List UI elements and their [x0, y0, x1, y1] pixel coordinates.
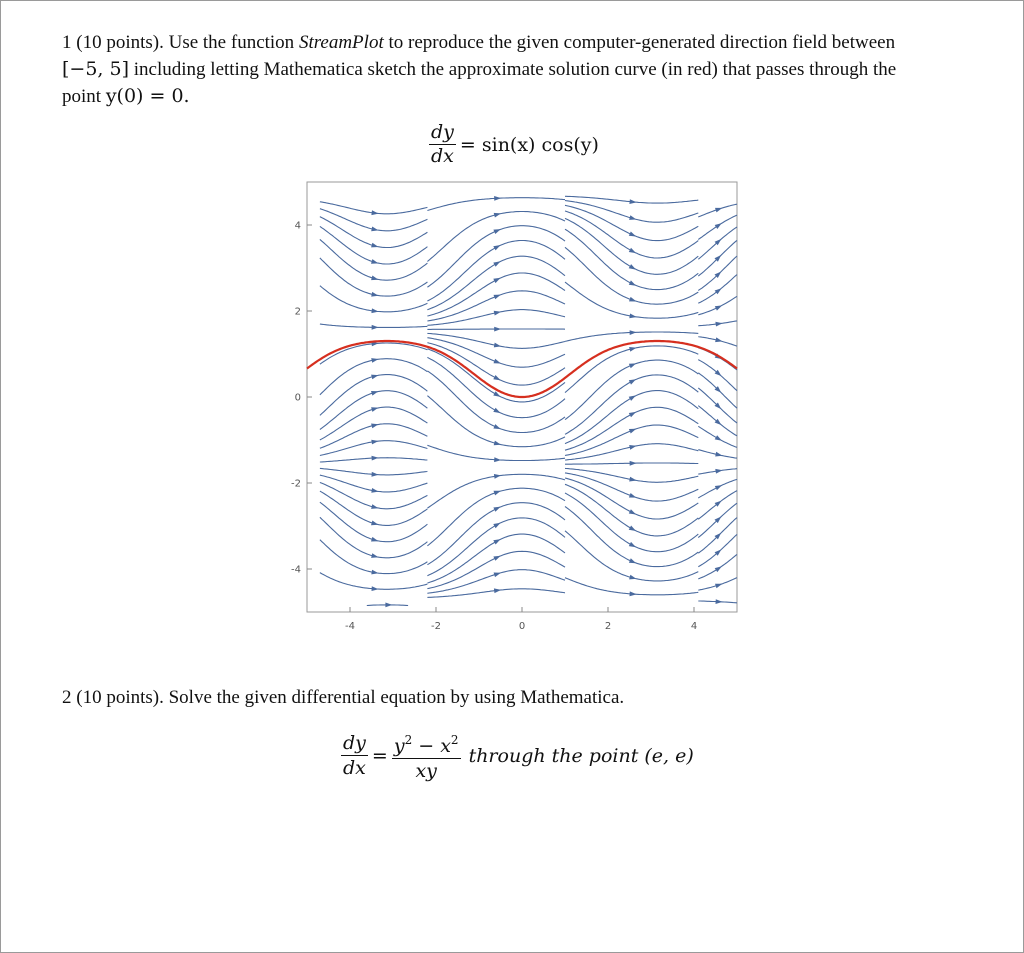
question-2-text: 2 (10 points). Solve the given differential equation by using Mathematica. — [62, 687, 625, 708]
y-tick-label: 4 — [294, 220, 301, 232]
question-1-text-a: to reproduce the given computer-generated direction field between — [388, 32, 896, 53]
equation-rhs: = sin(x) cos(y) — [459, 133, 599, 156]
rhs-numerator — [392, 728, 461, 758]
equation-1 — [429, 121, 599, 168]
fraction-numerator: dy — [431, 121, 454, 143]
exponent-y: 2 — [404, 733, 413, 747]
exponent-x: 2 — [450, 733, 459, 747]
derivative-fraction — [429, 121, 456, 168]
rhs-denominator: xy — [392, 758, 461, 783]
y-tick-label: 0 — [294, 392, 301, 404]
through-point-text: through the point (e, e) — [468, 744, 694, 767]
lhs-fraction — [341, 731, 368, 780]
question-1-text-c: point — [62, 86, 102, 107]
lhs-numerator: dy — [343, 732, 366, 754]
x-tick-label: 4 — [690, 621, 698, 632]
y-tick-label: 2 — [294, 306, 301, 318]
minus-sign: − — [412, 735, 441, 757]
y-tick-label: -4 — [291, 564, 301, 576]
interval: [−5, 5] — [62, 58, 130, 80]
question-1-text — [62, 30, 962, 110]
rhs-fraction — [392, 728, 461, 783]
fraction-denominator: dx — [429, 144, 456, 168]
function-name: StreamPlot — [298, 32, 384, 53]
rhs-y: y — [393, 735, 405, 757]
x-tick-label: 2 — [604, 621, 612, 632]
rhs-x: x — [440, 735, 451, 757]
initial-point: y(0) = 0. — [105, 85, 190, 107]
question-1-intro: 1 (10 points). Use the function — [62, 32, 295, 53]
lhs-denominator: dx — [341, 755, 368, 780]
x-tick-label: -4 — [345, 621, 355, 632]
y-tick-label: -2 — [291, 478, 301, 490]
x-tick-label: -2 — [431, 621, 441, 632]
x-tick-label: 0 — [518, 621, 526, 632]
equation-2 — [341, 728, 694, 783]
stream-plot — [271, 177, 771, 647]
equals-sign: = — [371, 744, 388, 767]
question-1-text-b: including letting Mathematica sketch the approximate solution curve (in red) that passes through the — [133, 59, 897, 80]
